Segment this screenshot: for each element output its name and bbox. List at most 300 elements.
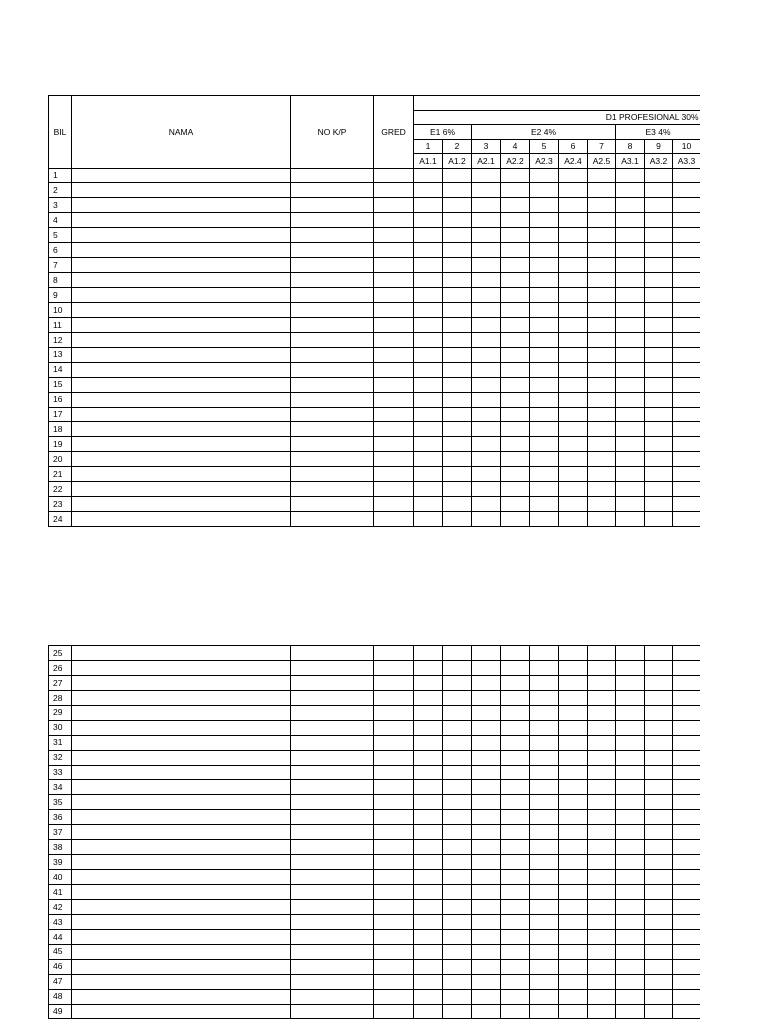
cell-score[interactable] [616,810,645,825]
cell-score[interactable] [530,646,559,661]
cell-score[interactable] [616,959,645,974]
cell-score[interactable] [443,795,472,810]
cell-score[interactable] [414,332,443,347]
cell-score[interactable] [501,437,530,452]
cell-score[interactable] [501,870,530,885]
cell-score[interactable] [443,750,472,765]
cell-nama[interactable] [72,690,291,705]
cell-score[interactable] [588,720,616,735]
cell-score[interactable] [616,660,645,675]
cell-score[interactable] [530,332,559,347]
cell-score[interactable] [559,452,588,467]
cell-score[interactable] [472,974,501,989]
cell-score[interactable] [559,870,588,885]
cell-gred[interactable] [374,810,414,825]
cell-score[interactable] [616,646,645,661]
cell-score[interactable] [588,810,616,825]
cell-nama[interactable] [72,840,291,855]
cell-score[interactable] [645,720,673,735]
cell-score[interactable] [559,825,588,840]
cell-no-kp[interactable] [291,825,374,840]
cell-score[interactable] [472,810,501,825]
cell-score[interactable] [673,198,701,213]
cell-score[interactable] [530,810,559,825]
cell-score[interactable] [616,825,645,840]
cell-score[interactable] [588,855,616,870]
cell-score[interactable] [443,332,472,347]
cell-score[interactable] [530,690,559,705]
cell-score[interactable] [616,437,645,452]
cell-score[interactable] [645,914,673,929]
cell-score[interactable] [616,974,645,989]
cell-no-kp[interactable] [291,452,374,467]
cell-score[interactable] [501,1004,530,1019]
cell-score[interactable] [588,870,616,885]
cell-gred[interactable] [374,959,414,974]
cell-score[interactable] [616,422,645,437]
cell-nama[interactable] [72,705,291,720]
cell-score[interactable] [443,183,472,198]
cell-score[interactable] [559,168,588,183]
cell-score[interactable] [472,198,501,213]
cell-no-kp[interactable] [291,392,374,407]
cell-score[interactable] [588,675,616,690]
cell-score[interactable] [645,660,673,675]
cell-no-kp[interactable] [291,899,374,914]
cell-gred[interactable] [374,437,414,452]
cell-nama[interactable] [72,273,291,288]
cell-score[interactable] [559,437,588,452]
cell-score[interactable] [645,959,673,974]
cell-score[interactable] [530,228,559,243]
cell-score[interactable] [443,735,472,750]
cell-score[interactable] [472,944,501,959]
cell-score[interactable] [443,482,472,497]
cell-no-kp[interactable] [291,273,374,288]
cell-score[interactable] [472,660,501,675]
cell-score[interactable] [472,288,501,303]
cell-score[interactable] [414,288,443,303]
cell-score[interactable] [472,452,501,467]
cell-score[interactable] [414,885,443,900]
cell-gred[interactable] [374,765,414,780]
cell-score[interactable] [472,840,501,855]
cell-score[interactable] [673,332,701,347]
cell-score[interactable] [530,407,559,422]
cell-score[interactable] [472,855,501,870]
cell-score[interactable] [559,810,588,825]
cell-score[interactable] [616,302,645,317]
cell-no-kp[interactable] [291,512,374,527]
cell-score[interactable] [673,660,701,675]
cell-no-kp[interactable] [291,795,374,810]
cell-score[interactable] [645,377,673,392]
cell-gred[interactable] [374,482,414,497]
cell-score[interactable] [559,228,588,243]
cell-score[interactable] [414,497,443,512]
cell-gred[interactable] [374,989,414,1004]
cell-score[interactable] [588,690,616,705]
cell-no-kp[interactable] [291,735,374,750]
cell-gred[interactable] [374,690,414,705]
cell-score[interactable] [414,317,443,332]
cell-nama[interactable] [72,512,291,527]
cell-score[interactable] [414,512,443,527]
cell-score[interactable] [472,258,501,273]
cell-score[interactable] [443,899,472,914]
cell-score[interactable] [530,497,559,512]
cell-score[interactable] [559,482,588,497]
cell-score[interactable] [616,407,645,422]
cell-score[interactable] [559,660,588,675]
cell-score[interactable] [530,198,559,213]
cell-score[interactable] [501,198,530,213]
cell-score[interactable] [414,1004,443,1019]
cell-score[interactable] [501,258,530,273]
cell-no-kp[interactable] [291,646,374,661]
cell-score[interactable] [501,392,530,407]
cell-nama[interactable] [72,720,291,735]
cell-score[interactable] [443,258,472,273]
cell-score[interactable] [559,497,588,512]
cell-score[interactable] [559,422,588,437]
cell-score[interactable] [616,870,645,885]
cell-gred[interactable] [374,183,414,198]
cell-score[interactable] [588,392,616,407]
cell-score[interactable] [530,944,559,959]
cell-score[interactable] [530,302,559,317]
cell-score[interactable] [443,855,472,870]
cell-score[interactable] [443,929,472,944]
cell-score[interactable] [443,944,472,959]
cell-score[interactable] [616,213,645,228]
cell-score[interactable] [443,660,472,675]
cell-gred[interactable] [374,213,414,228]
cell-score[interactable] [673,228,701,243]
cell-score[interactable] [616,675,645,690]
cell-score[interactable] [501,720,530,735]
cell-nama[interactable] [72,989,291,1004]
cell-score[interactable] [588,183,616,198]
cell-gred[interactable] [374,660,414,675]
cell-score[interactable] [443,675,472,690]
cell-score[interactable] [414,168,443,183]
cell-score[interactable] [414,213,443,228]
cell-score[interactable] [559,392,588,407]
cell-score[interactable] [414,377,443,392]
cell-score[interactable] [645,497,673,512]
cell-score[interactable] [443,407,472,422]
cell-gred[interactable] [374,452,414,467]
cell-gred[interactable] [374,780,414,795]
cell-score[interactable] [645,944,673,959]
cell-score[interactable] [472,765,501,780]
cell-gred[interactable] [374,392,414,407]
cell-score[interactable] [673,989,701,1004]
cell-score[interactable] [559,690,588,705]
cell-nama[interactable] [72,243,291,258]
cell-score[interactable] [472,183,501,198]
cell-score[interactable] [530,377,559,392]
cell-score[interactable] [616,899,645,914]
cell-gred[interactable] [374,675,414,690]
cell-score[interactable] [414,974,443,989]
cell-score[interactable] [559,407,588,422]
cell-score[interactable] [443,720,472,735]
cell-gred[interactable] [374,228,414,243]
cell-score[interactable] [616,452,645,467]
cell-score[interactable] [645,288,673,303]
cell-score[interactable] [414,914,443,929]
cell-nama[interactable] [72,780,291,795]
cell-nama[interactable] [72,183,291,198]
cell-score[interactable] [588,377,616,392]
cell-score[interactable] [673,258,701,273]
cell-score[interactable] [673,512,701,527]
cell-score[interactable] [501,675,530,690]
cell-score[interactable] [645,437,673,452]
cell-score[interactable] [472,392,501,407]
cell-score[interactable] [501,482,530,497]
cell-score[interactable] [530,870,559,885]
cell-gred[interactable] [374,362,414,377]
cell-score[interactable] [673,720,701,735]
cell-score[interactable] [588,273,616,288]
cell-score[interactable] [645,840,673,855]
cell-score[interactable] [414,452,443,467]
cell-score[interactable] [414,228,443,243]
cell-score[interactable] [616,228,645,243]
cell-no-kp[interactable] [291,362,374,377]
cell-score[interactable] [673,168,701,183]
cell-gred[interactable] [374,288,414,303]
cell-score[interactable] [501,810,530,825]
cell-score[interactable] [645,183,673,198]
cell-score[interactable] [588,317,616,332]
cell-score[interactable] [616,735,645,750]
cell-nama[interactable] [72,929,291,944]
cell-score[interactable] [530,482,559,497]
cell-score[interactable] [501,183,530,198]
cell-score[interactable] [472,646,501,661]
cell-score[interactable] [559,213,588,228]
cell-score[interactable] [530,273,559,288]
cell-score[interactable] [530,899,559,914]
cell-score[interactable] [501,646,530,661]
cell-score[interactable] [530,213,559,228]
cell-nama[interactable] [72,302,291,317]
cell-score[interactable] [673,317,701,332]
cell-nama[interactable] [72,407,291,422]
cell-gred[interactable] [374,258,414,273]
cell-score[interactable] [501,989,530,1004]
cell-score[interactable] [616,467,645,482]
cell-score[interactable] [616,362,645,377]
cell-score[interactable] [616,944,645,959]
cell-score[interactable] [443,840,472,855]
cell-score[interactable] [588,780,616,795]
cell-score[interactable] [414,929,443,944]
cell-score[interactable] [559,288,588,303]
cell-nama[interactable] [72,795,291,810]
cell-score[interactable] [645,332,673,347]
cell-score[interactable] [616,273,645,288]
cell-score[interactable] [472,795,501,810]
cell-score[interactable] [472,929,501,944]
cell-score[interactable] [443,974,472,989]
cell-nama[interactable] [72,765,291,780]
cell-score[interactable] [616,840,645,855]
cell-nama[interactable] [72,332,291,347]
cell-score[interactable] [443,347,472,362]
cell-score[interactable] [472,735,501,750]
cell-score[interactable] [501,825,530,840]
cell-score[interactable] [588,302,616,317]
cell-nama[interactable] [72,347,291,362]
cell-nama[interactable] [72,870,291,885]
cell-nama[interactable] [72,855,291,870]
cell-score[interactable] [501,168,530,183]
cell-score[interactable] [414,347,443,362]
cell-score[interactable] [616,795,645,810]
cell-score[interactable] [673,750,701,765]
cell-score[interactable] [673,347,701,362]
cell-score[interactable] [588,735,616,750]
cell-score[interactable] [501,795,530,810]
cell-score[interactable] [472,870,501,885]
cell-no-kp[interactable] [291,705,374,720]
cell-nama[interactable] [72,660,291,675]
cell-score[interactable] [414,302,443,317]
cell-no-kp[interactable] [291,944,374,959]
cell-score[interactable] [616,780,645,795]
cell-score[interactable] [443,870,472,885]
cell-score[interactable] [414,735,443,750]
cell-score[interactable] [472,482,501,497]
cell-score[interactable] [530,959,559,974]
cell-score[interactable] [588,497,616,512]
cell-score[interactable] [443,705,472,720]
cell-score[interactable] [530,675,559,690]
cell-score[interactable] [501,855,530,870]
cell-score[interactable] [673,929,701,944]
cell-score[interactable] [645,482,673,497]
cell-score[interactable] [443,646,472,661]
cell-score[interactable] [673,690,701,705]
cell-score[interactable] [673,675,701,690]
cell-score[interactable] [673,183,701,198]
cell-score[interactable] [443,497,472,512]
cell-score[interactable] [673,377,701,392]
cell-gred[interactable] [374,855,414,870]
cell-score[interactable] [443,512,472,527]
cell-score[interactable] [501,885,530,900]
cell-score[interactable] [414,362,443,377]
cell-score[interactable] [673,243,701,258]
cell-score[interactable] [645,347,673,362]
cell-score[interactable] [501,332,530,347]
cell-score[interactable] [530,750,559,765]
cell-score[interactable] [616,243,645,258]
cell-score[interactable] [443,168,472,183]
cell-score[interactable] [472,273,501,288]
cell-score[interactable] [645,690,673,705]
cell-score[interactable] [673,497,701,512]
cell-score[interactable] [530,780,559,795]
cell-score[interactable] [673,944,701,959]
cell-score[interactable] [645,825,673,840]
cell-score[interactable] [588,168,616,183]
cell-score[interactable] [472,690,501,705]
cell-score[interactable] [616,168,645,183]
cell-score[interactable] [673,899,701,914]
cell-gred[interactable] [374,467,414,482]
cell-score[interactable] [559,347,588,362]
cell-no-kp[interactable] [291,974,374,989]
cell-score[interactable] [472,228,501,243]
cell-score[interactable] [443,452,472,467]
cell-score[interactable] [645,168,673,183]
cell-score[interactable] [501,347,530,362]
cell-no-kp[interactable] [291,407,374,422]
cell-score[interactable] [673,959,701,974]
cell-score[interactable] [530,258,559,273]
cell-score[interactable] [673,840,701,855]
cell-score[interactable] [588,646,616,661]
cell-score[interactable] [588,422,616,437]
cell-score[interactable] [588,929,616,944]
cell-score[interactable] [673,392,701,407]
cell-nama[interactable] [72,1004,291,1019]
cell-score[interactable] [501,317,530,332]
cell-score[interactable] [414,899,443,914]
cell-score[interactable] [673,482,701,497]
cell-score[interactable] [559,795,588,810]
cell-score[interactable] [472,720,501,735]
cell-nama[interactable] [72,452,291,467]
cell-score[interactable] [645,228,673,243]
cell-score[interactable] [501,914,530,929]
cell-score[interactable] [673,765,701,780]
cell-score[interactable] [472,362,501,377]
cell-score[interactable] [472,317,501,332]
cell-score[interactable] [616,914,645,929]
cell-score[interactable] [588,482,616,497]
cell-gred[interactable] [374,168,414,183]
cell-score[interactable] [443,273,472,288]
cell-no-kp[interactable] [291,317,374,332]
cell-nama[interactable] [72,168,291,183]
cell-no-kp[interactable] [291,780,374,795]
cell-score[interactable] [530,1004,559,1019]
cell-score[interactable] [559,989,588,1004]
cell-score[interactable] [472,377,501,392]
cell-gred[interactable] [374,512,414,527]
cell-gred[interactable] [374,646,414,661]
cell-nama[interactable] [72,497,291,512]
cell-score[interactable] [443,885,472,900]
cell-score[interactable] [588,1004,616,1019]
cell-score[interactable] [588,362,616,377]
cell-gred[interactable] [374,870,414,885]
cell-nama[interactable] [72,317,291,332]
cell-gred[interactable] [374,899,414,914]
cell-score[interactable] [501,243,530,258]
cell-no-kp[interactable] [291,989,374,1004]
cell-score[interactable] [588,288,616,303]
cell-score[interactable] [616,750,645,765]
cell-score[interactable] [472,302,501,317]
